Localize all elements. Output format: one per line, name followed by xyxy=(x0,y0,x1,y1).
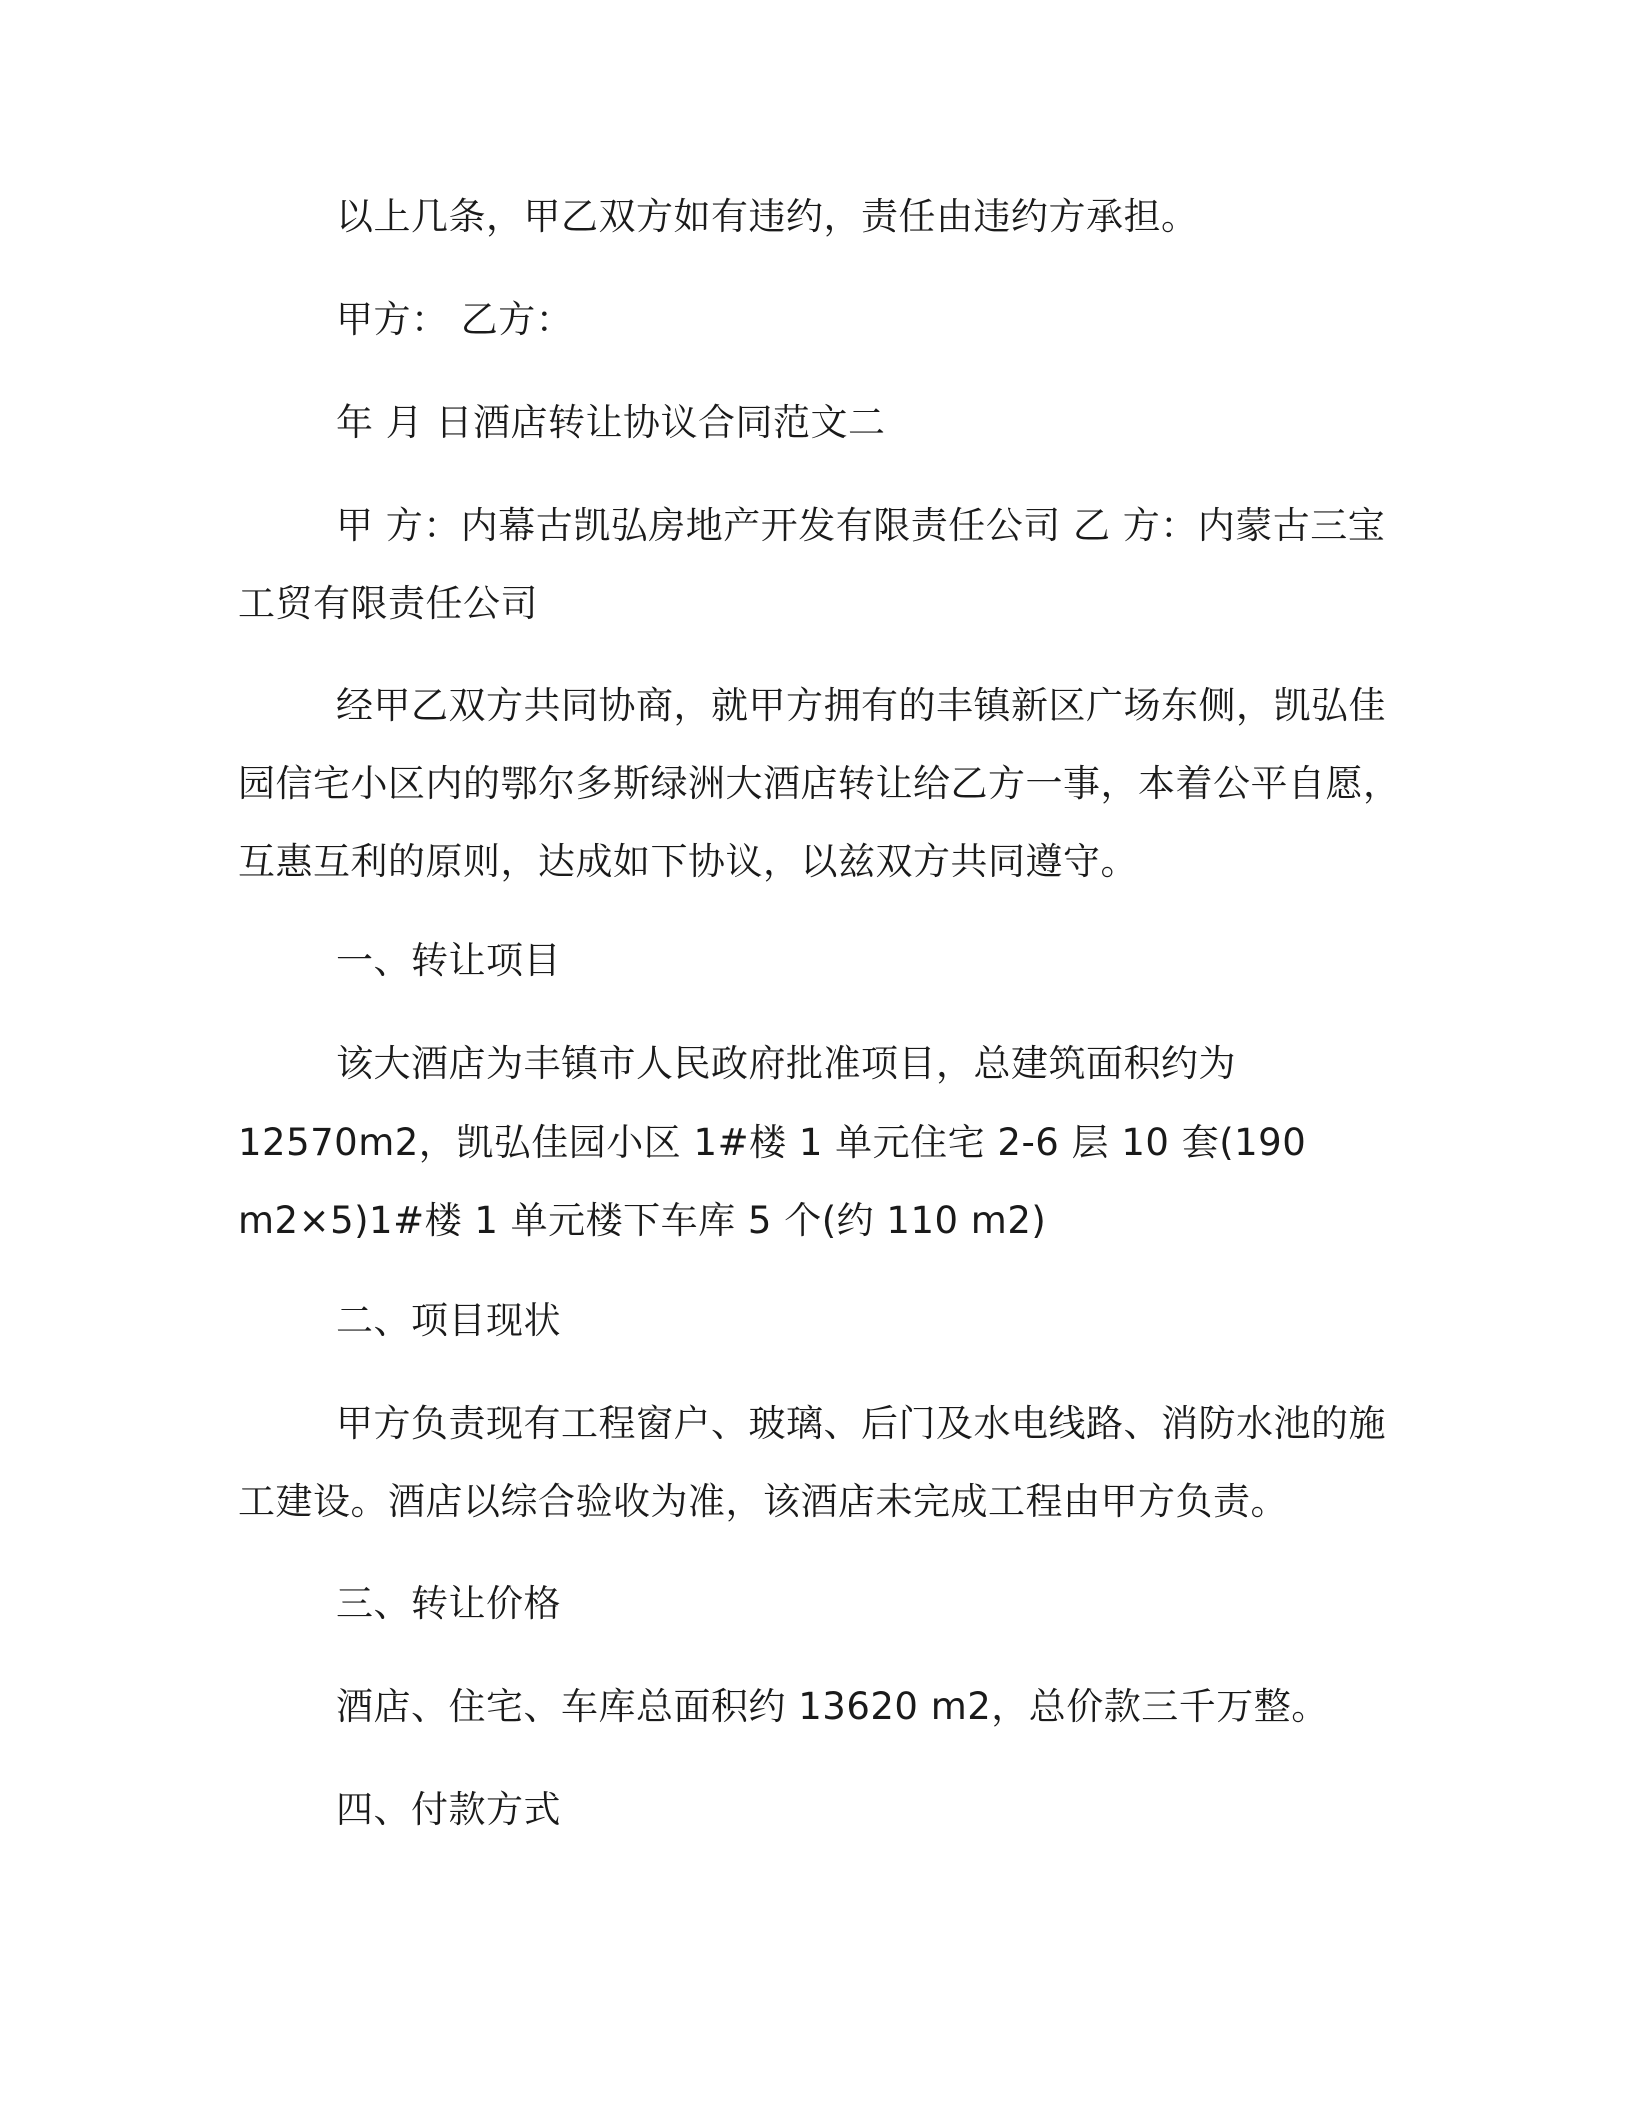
text-line: 互惠互利的原则，达成如下协议，以兹双方共同遵守。 xyxy=(238,840,1138,883)
paragraph-breach-liability xyxy=(238,178,1378,256)
section-heading-transfer-item xyxy=(238,922,1378,1000)
text-line: 12570m2，凯弘佳园小区 1#楼 1 单元住宅 2-6 层 10 套(190 xyxy=(238,1121,1307,1164)
paragraph-project-status xyxy=(238,1385,1386,1541)
section-heading-transfer-price xyxy=(238,1565,1378,1643)
text-line: 酒店、住宅、车库总面积约 13620 m2，总价款三千万整。 xyxy=(336,1685,1329,1728)
text-line: 园信宅小区内的鄂尔多斯绿洲大酒店转让给乙方一事，本着公平自愿， xyxy=(238,762,1401,805)
paragraph-parties xyxy=(238,487,1386,643)
text-line: 工贸有限责任公司 xyxy=(238,582,538,625)
text-line: 一、转让项目 xyxy=(336,939,561,982)
text-line: 二、项目现状 xyxy=(336,1299,561,1342)
text-line: 甲方负责现有工程窗户、玻璃、后门及水电线路、消防水池的施 xyxy=(336,1402,1386,1445)
section-heading-project-status xyxy=(238,1282,1378,1360)
text-line: 三、转让价格 xyxy=(336,1582,561,1625)
text-line: 该大酒店为丰镇市人民政府批准项目，总建筑面积约为 xyxy=(336,1042,1236,1085)
text-line: 甲 方：内幕古凯弘房地产开发有限责任公司 乙 方：内蒙古三宝 xyxy=(336,504,1386,547)
text-line: m2×5)1#楼 1 单元楼下车库 5 个(约 110 m2) xyxy=(238,1199,1047,1242)
paragraph-party-signatures xyxy=(238,281,1378,359)
text-line: 甲方： 乙方： xyxy=(336,298,574,341)
paragraph-area-details xyxy=(238,1104,1378,1260)
text-line: 四、付款方式 xyxy=(336,1788,561,1831)
text-line: 以上几条，甲乙双方如有违约，责任由违约方承担。 xyxy=(336,195,1199,238)
paragraph-hotel-description xyxy=(238,1025,1378,1103)
paragraph-price xyxy=(238,1668,1378,1746)
paragraph-date-title xyxy=(238,384,1378,462)
text-line: 工建设。酒店以综合验收为准，该酒店未完成工程由甲方负责。 xyxy=(238,1480,1288,1523)
text-line: 经甲乙双方共同协商，就甲方拥有的丰镇新区广场东侧，凯弘佳 xyxy=(336,684,1386,727)
section-heading-payment-method xyxy=(238,1771,1378,1849)
text-line: 年 月 日酒店转让协议合同范文二 xyxy=(336,401,886,444)
paragraph-preamble xyxy=(238,667,1401,901)
